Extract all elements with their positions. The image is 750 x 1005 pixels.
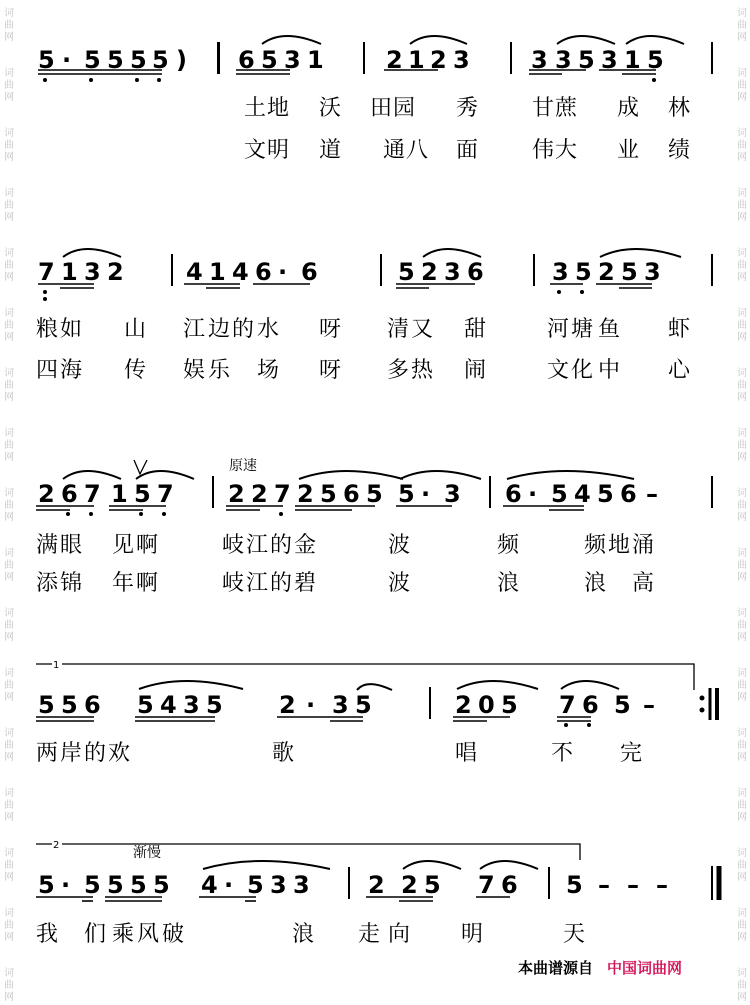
- lyric-char: 大: [555, 138, 578, 163]
- low-octave-dot: [564, 723, 568, 727]
- slur-arc: [561, 681, 619, 689]
- note-digit: ·: [224, 871, 234, 899]
- lyric-char: 浪: [292, 922, 315, 947]
- slur-arc: [63, 471, 121, 479]
- lyric-char: 又: [411, 317, 434, 342]
- note-digit: 7: [157, 480, 174, 508]
- low-octave-dot: [135, 78, 139, 82]
- source-label: 本曲谱源自: [518, 959, 594, 977]
- watermark-left: 词 曲 网: [4, 308, 14, 343]
- lyric-char: 江: [183, 317, 206, 342]
- lyric-char: 频: [497, 533, 520, 558]
- lyric-char: 浪: [584, 571, 607, 596]
- note-digit: 6: [620, 480, 637, 508]
- lyric-char: 文: [244, 138, 267, 163]
- note-digit: 4: [186, 258, 203, 286]
- lyric-char: 乐: [208, 358, 231, 383]
- slur-arc: [626, 36, 684, 44]
- lyric-char: 四: [36, 358, 59, 383]
- note-digit: 5: [247, 871, 264, 899]
- lyric-char: 明: [267, 138, 290, 163]
- lyric-char: 绩: [668, 138, 691, 163]
- low-octave-dot: [43, 78, 47, 82]
- note-digit: 3: [332, 691, 349, 719]
- note-digit: 3: [555, 46, 572, 74]
- note-digit: 3: [552, 258, 569, 286]
- note-digit: 1: [111, 480, 128, 508]
- lyric-char: 水: [257, 317, 280, 342]
- note-digit: 5: [597, 480, 614, 508]
- note-digit: 2: [455, 691, 472, 719]
- note-digit: 1: [307, 46, 324, 74]
- note-digit: –: [643, 691, 655, 719]
- note-digit: 5: [206, 691, 223, 719]
- lyric-char: 的: [270, 571, 293, 596]
- note-digit: 3: [270, 871, 287, 899]
- note-digit: 3: [284, 46, 301, 74]
- marks-layer: [53, 457, 257, 861]
- note-digit: 5: [38, 46, 55, 74]
- note-digit: 5: [130, 871, 147, 899]
- lyric-char: 的: [84, 741, 107, 766]
- lyric-char: 道: [319, 138, 342, 163]
- note-digit: 6: [501, 871, 518, 899]
- lyric-char: 闹: [464, 358, 487, 383]
- note-digit: 6: [84, 691, 101, 719]
- lyric-char: 啊: [136, 533, 159, 558]
- note-digit: 3: [293, 871, 310, 899]
- note-digit: 2: [279, 691, 296, 719]
- lyric-char: 八: [406, 138, 429, 163]
- lyric-char: 塘: [571, 317, 594, 342]
- slur-arc: [403, 861, 461, 869]
- lyric-char: 呀: [319, 358, 342, 383]
- lyric-char: 走: [358, 922, 381, 947]
- watermark-right: 词 曲 网: [737, 608, 747, 643]
- lyric-char: 我: [36, 922, 59, 947]
- watermark-right: 词 曲 网: [737, 728, 747, 763]
- note-digit: 5: [38, 691, 55, 719]
- lyric-char: 娱: [183, 358, 206, 383]
- slur-arc: [507, 471, 634, 479]
- slur-arc: [139, 681, 243, 689]
- note-digit: –: [627, 871, 639, 899]
- lyric-char: 业: [617, 138, 640, 163]
- note-digit: 5: [320, 480, 337, 508]
- lyric-char: 如: [60, 317, 83, 342]
- watermark-right: 词 曲 网: [737, 848, 747, 883]
- watermark-right: 词 曲 网: [737, 368, 747, 403]
- lyric-char: 们: [84, 922, 107, 947]
- watermark-left: 词 曲 网: [4, 128, 14, 163]
- lyric-char: 高: [632, 571, 655, 596]
- note-digit: 5: [153, 871, 170, 899]
- low-octave-dot: [557, 290, 561, 294]
- lyric-char: 虾: [668, 317, 691, 342]
- note-digit: 6: [343, 480, 360, 508]
- lyric-char: 眼: [60, 533, 83, 558]
- note-digit: –: [646, 480, 658, 508]
- lyric-char: 完: [620, 741, 643, 766]
- note-digit: ·: [306, 691, 316, 719]
- lyric-char: 金: [294, 533, 317, 558]
- volta-label-2: 2: [53, 840, 60, 851]
- watermark-left: 词 曲 网: [4, 68, 14, 103]
- watermark-left: 词 曲 网: [4, 608, 14, 643]
- notes-layer: [38, 46, 668, 899]
- note-digit: 6: [301, 258, 318, 286]
- lyric-char: 向: [388, 922, 411, 947]
- watermark-left: 词 曲 网: [4, 428, 14, 463]
- low-octave-dot: [157, 78, 161, 82]
- lyric-char: 沃: [319, 96, 342, 121]
- lyric-char: 岐: [222, 571, 245, 596]
- lyric-char: 鱼: [598, 317, 621, 342]
- volta-bracket-1: [36, 664, 694, 690]
- low-octave-dot: [66, 512, 70, 516]
- low-octave-dot: [580, 290, 584, 294]
- note-digit: 5: [107, 871, 124, 899]
- lyric-char: 明: [461, 922, 484, 947]
- lyric-char: 热: [411, 358, 434, 383]
- note-digit: 5: [38, 871, 55, 899]
- volta-label-1: 1: [53, 660, 60, 671]
- note-digit: 2: [598, 258, 615, 286]
- note-digit: 7: [84, 480, 101, 508]
- slur-arc: [357, 684, 392, 690]
- lyric-char: 涌: [632, 533, 655, 558]
- lyric-char: 波: [388, 571, 411, 596]
- note-digit: 5: [152, 46, 169, 74]
- lyric-char: 天: [563, 922, 586, 947]
- note-digit: 5: [566, 871, 583, 899]
- note-digit: 6: [467, 258, 484, 286]
- lyric-char: 海: [60, 358, 83, 383]
- lyric-char: 土: [244, 96, 267, 121]
- note-digit: 2: [386, 46, 403, 74]
- lyric-char: 碧: [294, 571, 317, 596]
- lyric-char: 粮: [36, 317, 59, 342]
- note-digit: 1: [624, 46, 641, 74]
- watermark-left: 词 曲 网: [4, 848, 14, 883]
- note-digit: ): [176, 46, 187, 74]
- lyric-char: 文: [547, 358, 570, 383]
- note-digit: 3: [84, 258, 101, 286]
- low-octave-dot: [89, 78, 93, 82]
- note-digit: 5: [575, 258, 592, 286]
- note-digit: ·: [278, 258, 288, 286]
- lyric-char: 园: [393, 96, 416, 121]
- lyric-char: 频: [584, 533, 607, 558]
- lyric-char: 成: [617, 96, 640, 121]
- watermark-left: 词 曲 网: [4, 728, 14, 763]
- watermark-right: 词 曲 网: [737, 488, 747, 523]
- site-name: 中国词曲网: [607, 959, 683, 977]
- lyric-char: 甜: [464, 317, 487, 342]
- slur-arc: [480, 861, 538, 869]
- note-digit: 3: [531, 46, 548, 74]
- watermark-right: 词 曲 网: [737, 788, 747, 823]
- watermark-right: 词 曲 网: [737, 428, 747, 463]
- watermark-left: 词 曲 网: [4, 488, 14, 523]
- note-digit: 2: [228, 480, 245, 508]
- note-digit: 3: [601, 46, 618, 74]
- lyric-char: 啊: [136, 571, 159, 596]
- lyric-char: 通: [383, 138, 406, 163]
- slur-arc: [410, 36, 467, 44]
- note-digit: 1: [408, 46, 425, 74]
- low-octave-dot: [43, 297, 47, 301]
- slur-arc: [557, 36, 615, 44]
- note-digit: 6: [255, 258, 272, 286]
- lyric-char: 破: [162, 922, 185, 947]
- note-digit: 6: [238, 46, 255, 74]
- watermark-left: 词 曲 网: [4, 908, 14, 943]
- lyric-char: 心: [668, 358, 691, 383]
- lyric-char: 乘: [112, 922, 135, 947]
- lyric-char: 河: [547, 317, 570, 342]
- slur-arc: [600, 249, 681, 257]
- note-digit: 4: [160, 691, 177, 719]
- watermark-right: 词 曲 网: [737, 968, 747, 1003]
- lyric-char: 多: [387, 358, 410, 383]
- staff-lines-layer: [36, 36, 719, 901]
- note-digit: 7: [478, 871, 495, 899]
- lyric-char: 化: [571, 358, 594, 383]
- lyric-char: 场: [257, 358, 280, 383]
- lyric-char: 年: [112, 571, 135, 596]
- lyric-char: 唱: [455, 741, 478, 766]
- watermark-right: 词 曲 网: [737, 68, 747, 103]
- low-octave-dot: [89, 512, 93, 516]
- note-digit: 5: [501, 691, 518, 719]
- watermark-left: 词 曲 网: [4, 188, 14, 223]
- note-digit: 1: [61, 258, 78, 286]
- lyric-char: 两: [36, 741, 59, 766]
- lyric-char: 中: [598, 358, 621, 383]
- slur-arc: [136, 471, 194, 479]
- tempo-mark-jianman: 渐慢: [133, 845, 161, 861]
- note-digit: 3: [444, 480, 461, 508]
- note-digit: 5: [578, 46, 595, 74]
- lyric-char: 的: [232, 317, 255, 342]
- note-digit: 2: [421, 258, 438, 286]
- watermark-right: 词 曲 网: [737, 308, 747, 343]
- note-digit: –: [656, 871, 668, 899]
- lyric-char: 岐: [222, 533, 245, 558]
- low-octave-dot: [139, 512, 143, 516]
- note-digit: 7: [559, 691, 576, 719]
- lyric-char: 面: [456, 138, 479, 163]
- note-digit: 6: [61, 480, 78, 508]
- low-octave-dot: [279, 512, 283, 516]
- note-digit: 4: [232, 258, 249, 286]
- note-digit: 5: [355, 691, 372, 719]
- tempo-mark-yuansu: 原速: [229, 458, 257, 474]
- lyrics-layer: [36, 96, 691, 947]
- lyric-char: 江: [246, 571, 269, 596]
- note-digit: 3: [644, 258, 661, 286]
- breath-mark: [134, 460, 147, 474]
- note-digit: 5: [366, 480, 383, 508]
- slur-arc: [423, 249, 481, 257]
- lyric-char: 浪: [497, 571, 520, 596]
- note-digit: 5: [551, 480, 568, 508]
- note-digit: 5: [424, 871, 441, 899]
- lyric-char: 地: [267, 96, 290, 121]
- note-digit: 5: [614, 691, 631, 719]
- note-digit: ·: [62, 46, 72, 74]
- note-digit: 5: [137, 691, 154, 719]
- note-digit: 6: [582, 691, 599, 719]
- watermark-right: 词 曲 网: [737, 548, 747, 583]
- watermark-left: 词 曲 网: [4, 548, 14, 583]
- note-digit: 2: [401, 871, 418, 899]
- note-digit: 2: [297, 480, 314, 508]
- note-digit: 6: [505, 480, 522, 508]
- lyric-char: 呀: [319, 317, 342, 342]
- lyric-char: 锦: [60, 571, 83, 596]
- lyric-char: 的: [270, 533, 293, 558]
- note-digit: 4: [574, 480, 591, 508]
- volta-bracket-2: [36, 844, 580, 860]
- lyric-char: 歌: [272, 741, 295, 766]
- watermark-left: 词 曲 网: [4, 368, 14, 403]
- note-digit: 2: [38, 480, 55, 508]
- note-digit: 7: [38, 258, 55, 286]
- note-digit: 5: [61, 691, 78, 719]
- lyric-char: 山: [124, 317, 147, 342]
- note-digit: 5: [130, 46, 147, 74]
- note-digit: 0: [478, 691, 495, 719]
- low-octave-dot: [652, 78, 656, 82]
- lyric-char: 传: [124, 358, 147, 383]
- note-digit: 3: [183, 691, 200, 719]
- watermark-right: 词 曲 网: [737, 248, 747, 283]
- slur-arc: [262, 36, 321, 44]
- watermark-left: 词 曲 网: [4, 248, 14, 283]
- slur-arc: [457, 681, 538, 689]
- note-digit: 3: [453, 46, 470, 74]
- note-digit: 2: [430, 46, 447, 74]
- watermark-left: 词 曲 网: [4, 8, 14, 43]
- slur-arc: [203, 861, 330, 869]
- repeat-dot: [700, 696, 705, 701]
- note-digit: 3: [444, 258, 461, 286]
- lyric-char: 江: [246, 533, 269, 558]
- lyric-char: 伟: [532, 138, 555, 163]
- lyric-char: 清: [387, 317, 410, 342]
- lyric-char: 边: [208, 317, 231, 342]
- lyric-char: 不: [551, 741, 574, 766]
- note-digit: 5: [261, 46, 278, 74]
- watermark-right: 词 曲 网: [737, 668, 747, 703]
- note-digit: 5: [398, 480, 415, 508]
- lyric-char: 地: [608, 533, 631, 558]
- note-digit: 2: [251, 480, 268, 508]
- note-digit: 5: [398, 258, 415, 286]
- note-digit: 7: [274, 480, 291, 508]
- watermark-right: 词 曲 网: [737, 8, 747, 43]
- lyric-char: 见: [112, 533, 135, 558]
- lyric-char: 岸: [60, 741, 83, 766]
- watermark-left: 词 曲 网: [4, 968, 14, 1003]
- note-digit: 5: [647, 46, 664, 74]
- note-digit: ·: [61, 871, 71, 899]
- slur-arc: [299, 471, 403, 479]
- lyric-char: 添: [36, 571, 59, 596]
- lyric-char: 风: [137, 922, 160, 947]
- note-digit: 4: [201, 871, 218, 899]
- lyric-char: 欢: [108, 741, 131, 766]
- low-octave-dot: [43, 290, 47, 294]
- low-octave-dot: [162, 512, 166, 516]
- watermark-left: 词 曲 网: [4, 788, 14, 823]
- note-digit: –: [598, 871, 610, 899]
- source-credit: [518, 957, 682, 978]
- watermark-left: 词 曲 网: [4, 668, 14, 703]
- note-digit: 5: [84, 871, 101, 899]
- note-digit: 2: [107, 258, 124, 286]
- lyric-char: 秀: [456, 96, 479, 121]
- watermark-right: 词 曲 网: [737, 128, 747, 163]
- watermark-right: 词 曲 网: [737, 188, 747, 223]
- note-digit: 5: [84, 46, 101, 74]
- slur-arc: [400, 471, 481, 479]
- lyric-char: 田: [370, 96, 393, 121]
- slur-arc: [63, 249, 121, 257]
- note-digit: 5: [134, 480, 151, 508]
- lyric-char: 蔗: [555, 96, 578, 121]
- lyric-char: 满: [36, 533, 59, 558]
- note-digit: 5: [621, 258, 638, 286]
- note-digit: 1: [209, 258, 226, 286]
- repeat-dot: [700, 708, 705, 713]
- low-octave-dot: [587, 723, 591, 727]
- note-digit: 5: [107, 46, 124, 74]
- watermark-right: 词 曲 网: [737, 908, 747, 943]
- lyric-char: 林: [668, 96, 691, 121]
- lyric-char: 波: [388, 533, 411, 558]
- note-digit: ·: [528, 480, 538, 508]
- note-digit: 2: [368, 871, 385, 899]
- lyric-char: 甘: [532, 96, 555, 121]
- note-digit: ·: [421, 480, 431, 508]
